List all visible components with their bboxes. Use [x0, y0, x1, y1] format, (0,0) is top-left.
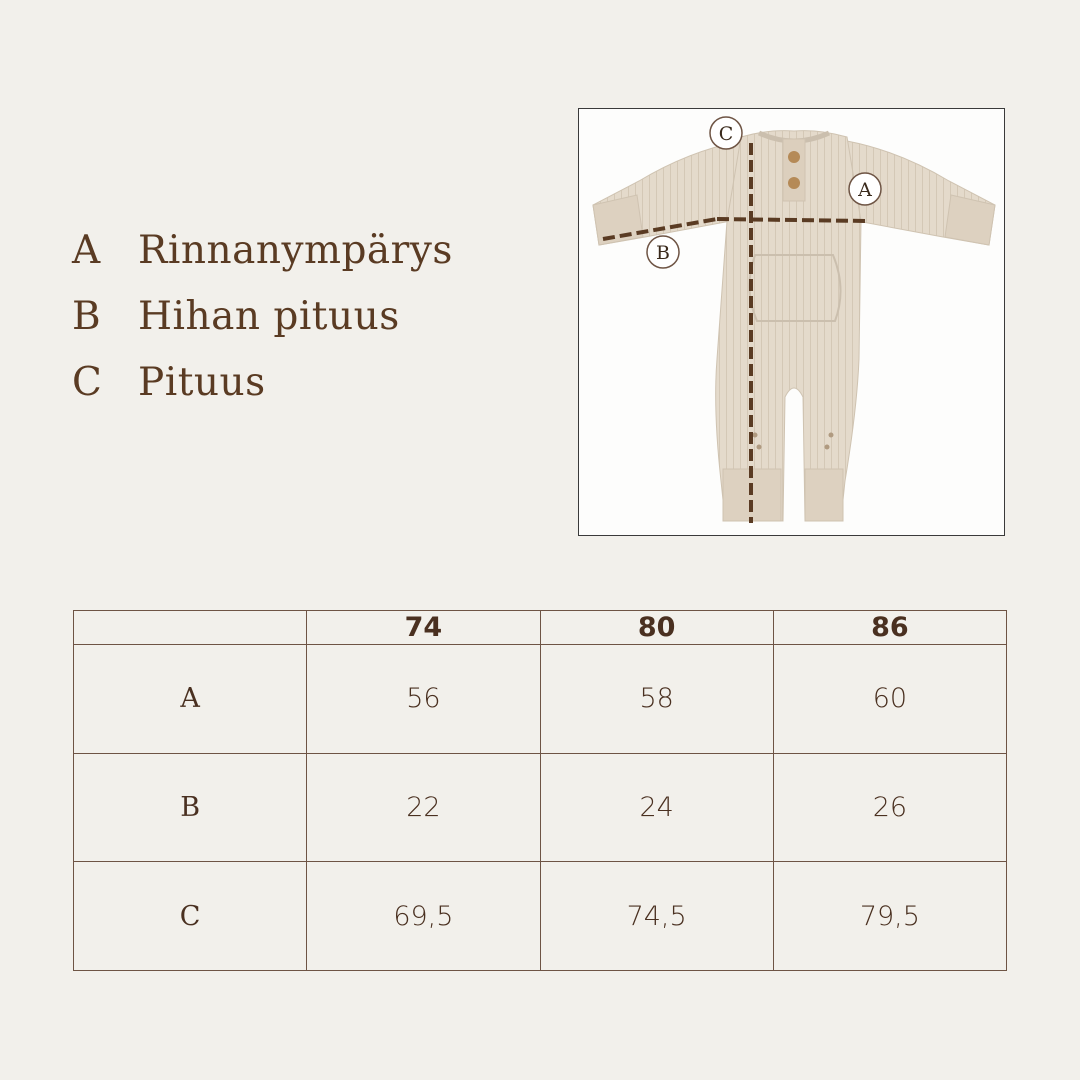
- marker-c: [710, 117, 742, 149]
- snap: [825, 445, 830, 450]
- placket: [783, 139, 805, 201]
- row-key: A: [74, 645, 307, 754]
- legend-key: C: [72, 360, 103, 405]
- marker-c-label: C: [718, 123, 734, 145]
- right-leg-cuff: [805, 469, 843, 521]
- table-cell: 22: [307, 753, 540, 862]
- button: [788, 177, 800, 189]
- table-cell: 60: [773, 645, 1006, 754]
- table-cell: 58: [540, 645, 773, 754]
- romper-measurement-photo: [578, 108, 1005, 536]
- legend-item-a: [72, 228, 453, 294]
- row-key: B: [74, 753, 307, 862]
- size-table: [73, 610, 1007, 971]
- legend-label: Hihan pituus: [138, 294, 400, 339]
- snap: [829, 433, 834, 438]
- table-row: [74, 645, 1007, 754]
- header-cell-size: 74: [307, 611, 540, 645]
- marker-b-label: B: [656, 242, 670, 264]
- legend-label: Pituus: [138, 360, 266, 405]
- table-row: [74, 862, 1007, 971]
- snap: [757, 445, 762, 450]
- button: [788, 151, 800, 163]
- header-cell-size: 86: [773, 611, 1006, 645]
- legend-item-b: [72, 294, 453, 360]
- row-key: C: [74, 862, 307, 971]
- marker-a: [849, 173, 881, 205]
- marker-b: [647, 236, 679, 268]
- measurement-legend: [72, 228, 453, 426]
- table-cell: 24: [540, 753, 773, 862]
- table-cell: 74,5: [540, 862, 773, 971]
- legend-key: B: [72, 294, 102, 339]
- header-cell-empty: [74, 611, 307, 645]
- header-cell-size: 80: [540, 611, 773, 645]
- table-cell: 79,5: [773, 862, 1006, 971]
- table-cell: 69,5: [307, 862, 540, 971]
- marker-a-label: A: [858, 179, 872, 201]
- snap: [753, 433, 758, 438]
- table-header-row: [74, 611, 1007, 645]
- measure-line-a: [717, 219, 869, 221]
- table-cell: 26: [773, 753, 1006, 862]
- legend-key: A: [72, 228, 101, 273]
- table-cell: 56: [307, 645, 540, 754]
- legend-label: Rinnanympärys: [138, 228, 453, 273]
- table-row: [74, 753, 1007, 862]
- legend-item-c: [72, 360, 453, 426]
- romper-illustration: [579, 109, 1004, 535]
